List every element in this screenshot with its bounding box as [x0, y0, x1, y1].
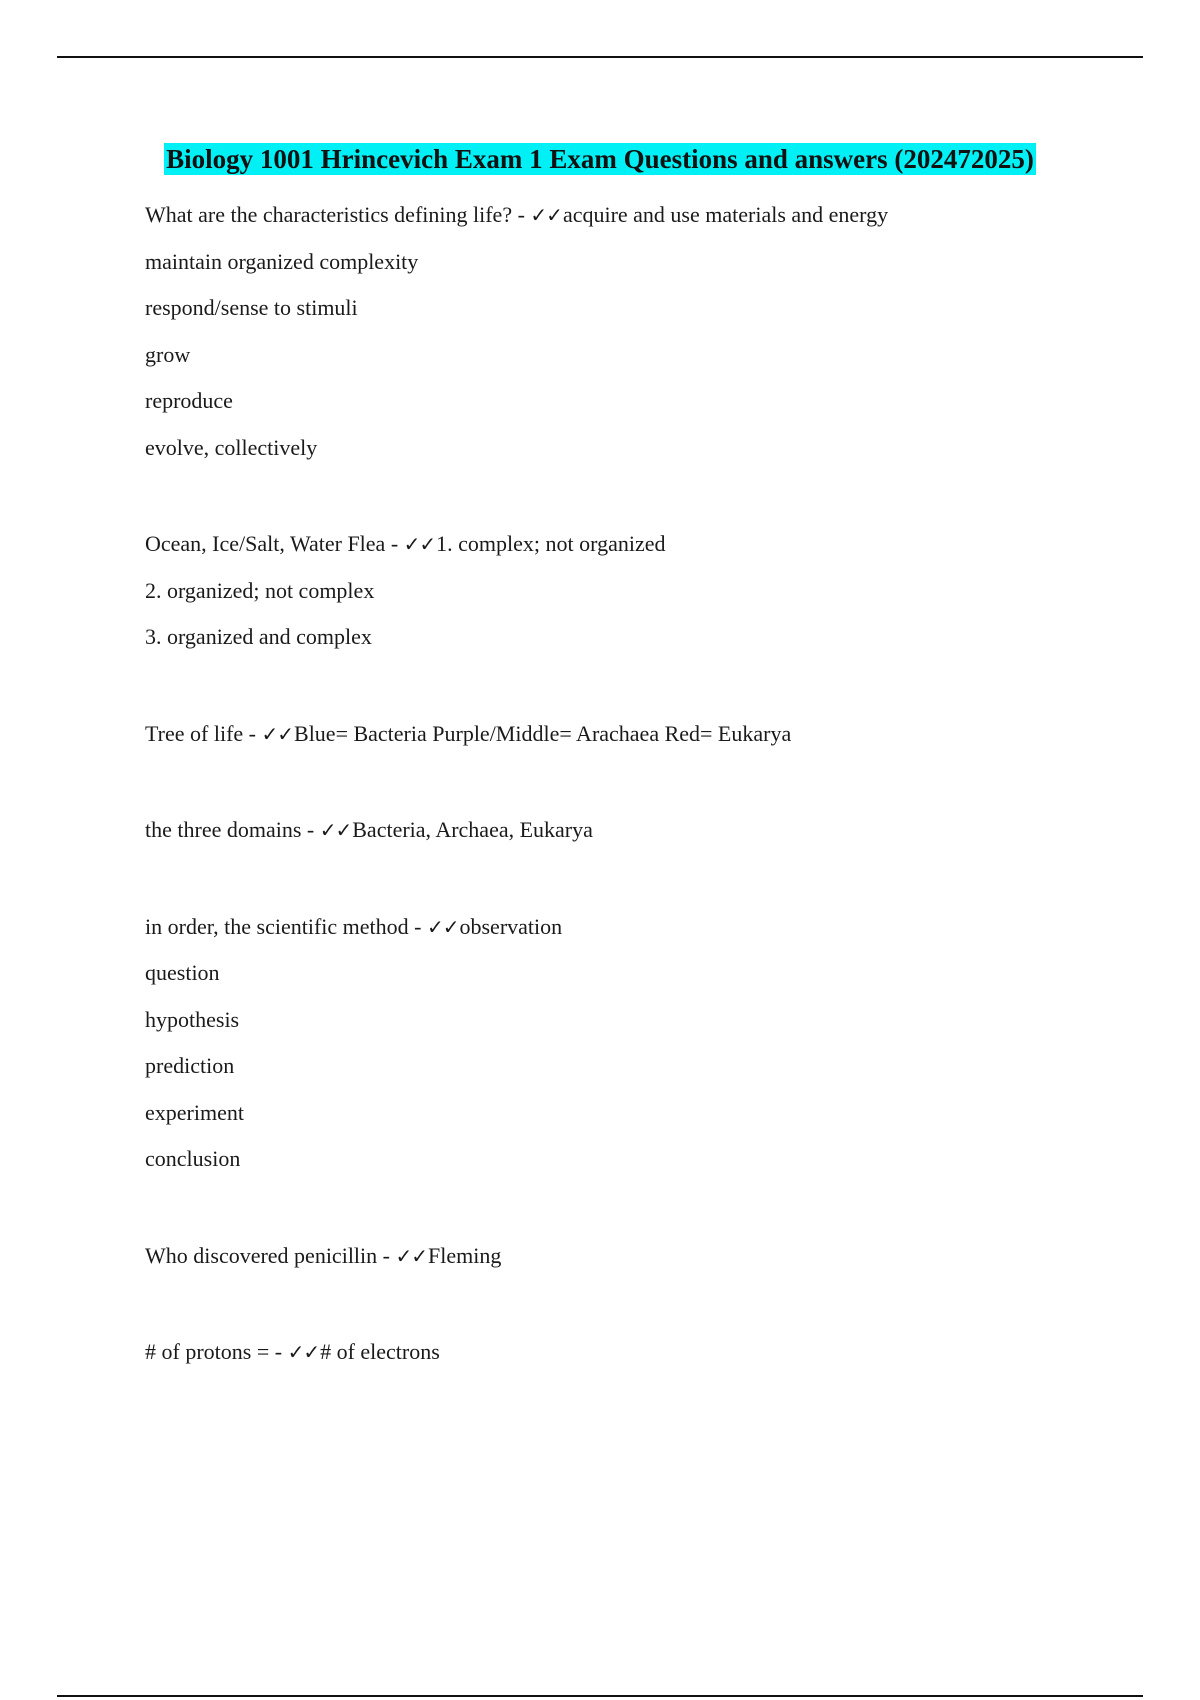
qa-question-line — [145, 199, 1105, 246]
answer-line: respond/sense to stimuli — [145, 295, 358, 320]
footer-rule — [57, 1695, 1143, 1697]
question-text: in order, the scientific method - — [145, 913, 427, 939]
answer-line: maintain organized complexity — [145, 248, 419, 274]
answer-text: Bacteria, Archaea, Eukarya — [352, 817, 593, 842]
answer-text: # of electrons — [320, 1339, 440, 1364]
qa-question-line — [145, 814, 1105, 861]
double-check-icon: ✓✓ — [395, 1243, 427, 1268]
title-block — [0, 143, 1200, 175]
double-check-icon: ✓✓ — [530, 203, 562, 227]
qa-item — [145, 814, 1105, 861]
answer-text: 1. complex; not organized — [436, 531, 666, 556]
double-check-icon: ✓✓ — [319, 818, 352, 842]
answer-text: Blue= Bacteria Purple/Middle= Arachaea Red= Eukarya — [294, 720, 792, 746]
answer-text: Fleming — [428, 1242, 502, 1268]
qa-list — [145, 199, 1105, 1433]
answer-line: grow — [145, 341, 191, 367]
double-check-icon: ✓✓ — [287, 1340, 320, 1364]
document-title: Biology 1001 Hrincevich Exam 1 Exam Questions and answers (202472025) — [166, 144, 1034, 174]
qa-item — [145, 1336, 1105, 1383]
answer-line: conclusion — [145, 1146, 241, 1171]
double-check-icon: ✓✓ — [261, 721, 294, 746]
answer-line: reproduce — [145, 388, 233, 413]
double-check-icon: ✓✓ — [426, 914, 459, 939]
header-rule — [57, 56, 1143, 58]
question-text: Tree of life - — [145, 720, 262, 746]
question-text: the three domains - — [145, 817, 320, 842]
qa-item — [145, 528, 1105, 668]
question-text: Ocean, Ice/Salt, Water Flea - — [145, 531, 404, 556]
question-text: What are the characteristics defining life? - — [145, 202, 531, 227]
answer-line: experiment — [145, 1099, 244, 1125]
double-check-icon: ✓✓ — [403, 532, 436, 556]
answer-line: 3. organized and complex — [145, 624, 372, 649]
qa-question-line — [145, 1336, 1105, 1383]
answer-text: observation — [459, 913, 563, 939]
answer-line: hypothesis — [145, 1006, 240, 1032]
answer-text: acquire and use materials and energy — [562, 202, 889, 227]
qa-question-line — [145, 911, 1105, 958]
answer-line: evolve, collectively — [145, 434, 318, 460]
answer-line: prediction — [145, 1053, 235, 1078]
qa-question-line — [145, 718, 1105, 765]
qa-question-line — [145, 528, 1105, 575]
question-text: Who discovered penicillin - — [145, 1242, 396, 1268]
qa-question-line — [145, 1240, 1105, 1287]
qa-item — [145, 718, 1105, 765]
qa-item — [145, 911, 1105, 1190]
question-text: # of protons = - — [145, 1339, 288, 1364]
answer-line: 2. organized; not complex — [145, 577, 375, 603]
qa-item — [145, 1240, 1105, 1287]
qa-item — [145, 199, 1105, 478]
answer-line: question — [145, 960, 220, 985]
